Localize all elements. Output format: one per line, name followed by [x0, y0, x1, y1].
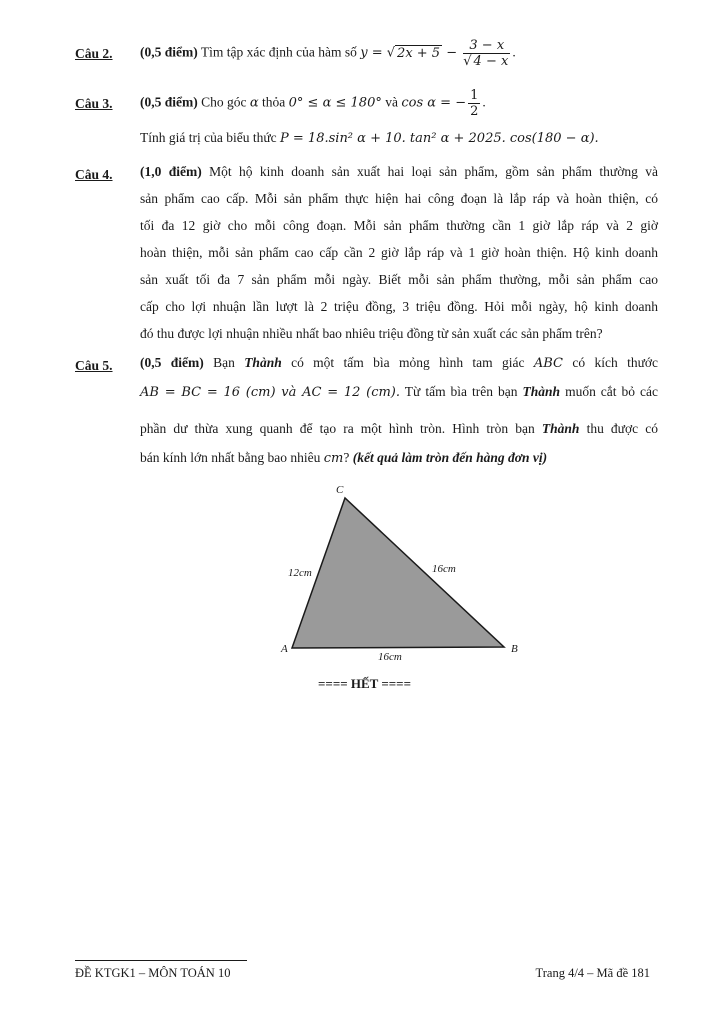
footer-page-number: Trang 4/4 – Mã đề 181: [535, 966, 650, 980]
question-4-line-3: tối đa 12 giờ cho mỗi công đoạn. Mỗi sản phẩm thường cần 1 giờ lắp ráp và 2 giờ: [140, 218, 658, 233]
side-ab-label: 16cm: [378, 651, 402, 663]
question-2-points: (0,5 điểm): [140, 44, 198, 60]
vertex-c-label: C: [336, 484, 344, 496]
question-3-text-3: và: [385, 94, 398, 110]
question-3-cos: cos α = −: [401, 95, 467, 111]
question-5-note: (kết quả làm tròn đến hàng đơn vị): [352, 450, 548, 465]
question-3-expression: P = 18.sin² α + 10. tan² α + 2025. cos(180 − α).: [280, 131, 599, 146]
question-4-line-2: sản phẩm cao cấp. Mỗi sản phẩm thực hiện hai công đoạn là lắp ráp và hoàn thiện, có: [140, 191, 658, 206]
question-4-line-4: hoàn thiện, mỗi sản phẩm cao cấp cần 2 giờ lắp ráp và 1 giờ hoàn thiện. Hộ kinh doanh: [140, 245, 658, 260]
question-2-text: (0,5 điểm) Tìm tập xác định của hàm số y = √ 2x + 5 − $\frac{3 - x}{√ 4 - x}$ .: [140, 38, 516, 69]
question-2-root: 2x + 5: [397, 45, 441, 61]
question-4-line-6: cấp cho lợi nhuận lần lượt là 2 triệu đồng, 3 triệu đồng. Hỏi mỗi ngày, hộ kinh doanh: [140, 299, 658, 314]
question-2-end: .: [512, 44, 516, 60]
question-4-points: (1,0 điểm): [140, 164, 202, 179]
question-2-prompt: Tìm tập xác định của hàm số: [200, 44, 357, 60]
question-5-text-2b: Từ tấm bìa trên bạn: [404, 384, 518, 399]
question-3-alpha: α: [249, 95, 259, 111]
question-2-label: Câu 2.: [75, 46, 113, 61]
question-5-question-mark: ?: [343, 450, 350, 465]
vertex-b-label: B: [511, 643, 518, 655]
footer-rule: [75, 960, 247, 961]
question-5-text-4a: bán kính lớn nhất bằng bao nhiêu: [140, 450, 321, 465]
question-4-line-5: sản xuất tối đa 7 sản phẩm mỗi ngày. Biết mỗi sản phẩm thường, mỗi sản phẩm cao: [140, 272, 658, 287]
question-2-lhs: y =: [360, 45, 387, 61]
vertex-a-label: A: [281, 643, 288, 655]
question-2-fraction: $\frac{3 - x}{√ 4 - x}$: [463, 38, 509, 69]
footer-left: ĐỀ KTGK1 – MÔN TOÁN 10: [75, 966, 231, 980]
question-5-text-3b: thu được có: [586, 421, 658, 436]
question-2-frac-den: 4 − x: [473, 54, 509, 69]
question-5-label: Câu 5.: [75, 358, 113, 373]
end-mark: ==== HẾT ====: [318, 676, 411, 691]
side-bc-label: 16cm: [432, 563, 456, 575]
triangle-abc: [292, 498, 504, 648]
question-5-text-2c: muốn cắt bỏ các: [565, 384, 659, 399]
question-5-name-3: Thành: [541, 421, 580, 436]
question-3-frac-num: 1: [470, 88, 479, 103]
side-ac-label: 12cm: [288, 567, 312, 579]
question-3-label: Câu 3.: [75, 96, 113, 111]
question-5-triangle: ABC: [533, 356, 564, 371]
question-5-unit: cm: [323, 451, 344, 466]
question-5-name-2: Thành: [522, 384, 561, 399]
question-5-dimensions: AB = BC = 16 (cm) và AC = 12 (cm).: [140, 385, 401, 400]
question-4-text-1: Một hộ kinh doanh sản xuất hai loại sản phẩm, gồm sản phẩm thường và: [209, 164, 658, 179]
question-5-points: (0,5 điểm): [140, 355, 204, 370]
question-3-line-2-text: Tính giá trị của biểu thức: [140, 130, 277, 145]
question-4-label: Câu 4.: [75, 167, 113, 182]
question-3-text-2: thỏa: [262, 94, 286, 110]
question-5-text-1a: Bạn: [213, 355, 235, 370]
question-4-line-7: đó thu được lợi nhuận nhiều nhất bao nhiêu triệu đồng từ sản xuất các sản phẩm trên?: [140, 326, 603, 341]
question-2-minus: −: [442, 45, 462, 61]
question-3-frac-den: 2: [470, 104, 479, 119]
question-3-end: .: [482, 94, 486, 110]
question-3-text-1: Cho góc: [201, 94, 247, 110]
question-5-text-1c: có kích thước: [572, 355, 659, 370]
question-5-text-1b: có một tấm bìa mỏng hình tam giác: [291, 355, 525, 370]
question-5-text-3a: phần dư thừa xung quanh để tạo ra một hình tròn. Hình tròn bạn: [140, 421, 535, 436]
question-2-frac-num: 3 − x: [463, 38, 510, 54]
question-3-points: (0,5 điểm): [140, 94, 198, 110]
question-5-name: Thành: [244, 355, 282, 370]
question-3-condition: 0° ≤ α ≤ 180°: [288, 95, 382, 111]
